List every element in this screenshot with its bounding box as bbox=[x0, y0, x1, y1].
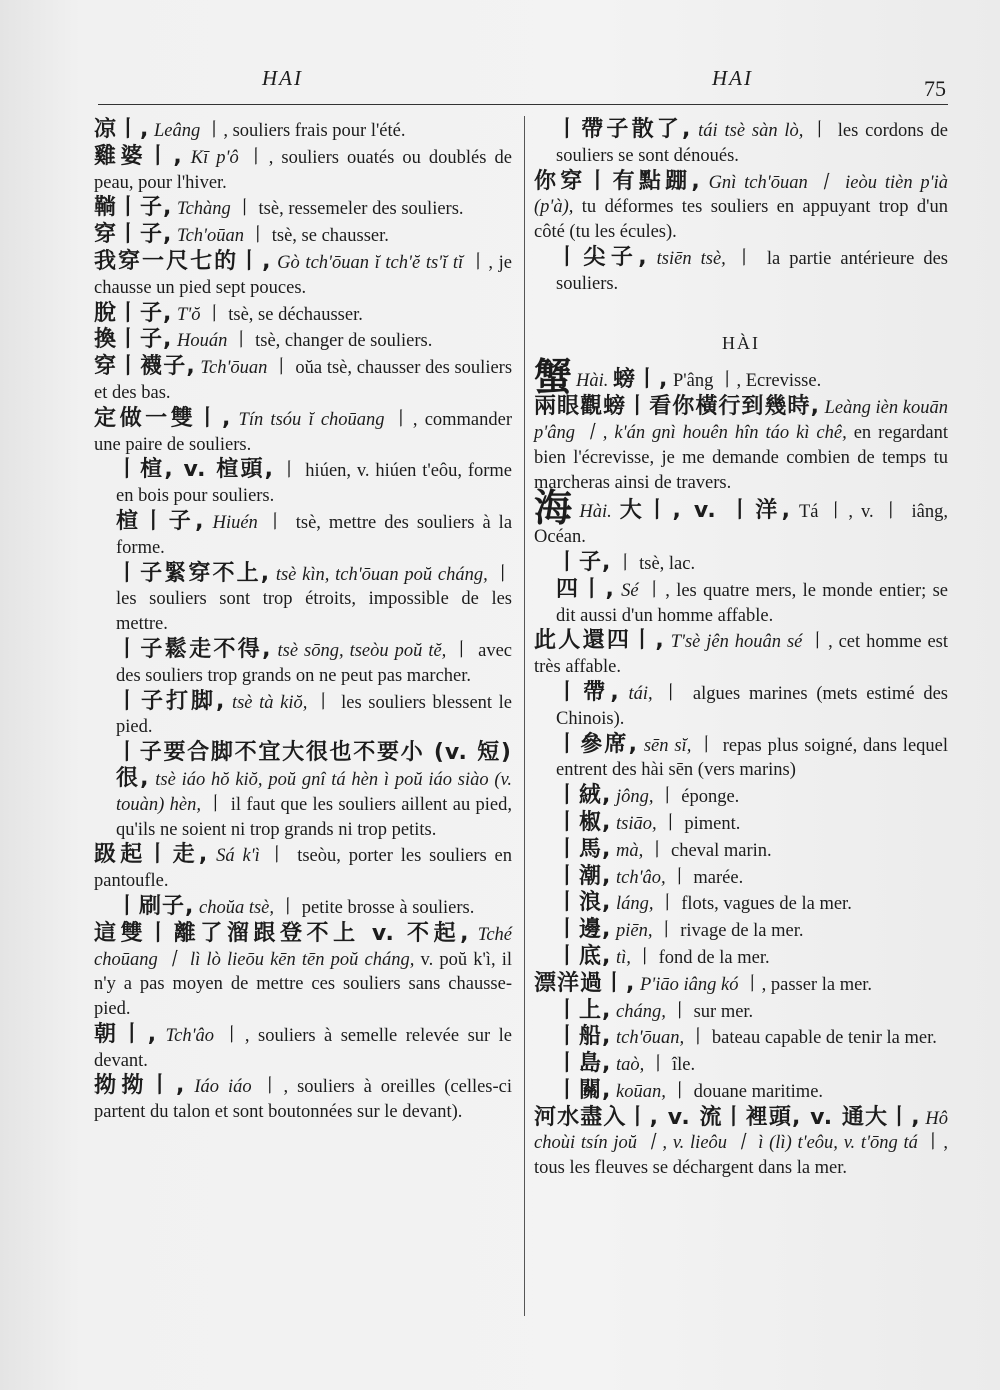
dictionary-entry bbox=[534, 891, 948, 917]
dictionary-entry bbox=[534, 784, 948, 810]
headword: 你穿丨有點𨂃, bbox=[534, 168, 701, 194]
romanization: choŭa tsè, bbox=[198, 897, 274, 918]
romanization: tsè sōng, tseòu poŭ tĕ, bbox=[277, 640, 447, 661]
translation: 丨, je chausse un pied sept pouces. bbox=[94, 252, 513, 298]
dictionary-entry bbox=[94, 302, 512, 328]
translation: 丨, souliers à oreilles (celles-ci partent du talon et sont boutonnées sur le devant). bbox=[94, 1077, 513, 1123]
dictionary-entry bbox=[94, 741, 512, 842]
translation: 丨 petite brosse à souliers. bbox=[278, 897, 475, 918]
romanization: Hô choùi tsín joŭ 丨, v. lieôu 丨 ì (lì) t'eôu, v. t'ōng tá bbox=[534, 1108, 948, 1154]
dictionary-entry bbox=[94, 690, 512, 741]
column-divider bbox=[524, 116, 525, 1316]
translation: 丨, souliers ouatés ou doublés de peau, pour l'hiver. bbox=[94, 147, 512, 193]
headword: 河水盡入丨, v. 流丨裡頭, v. 通大丨, bbox=[534, 1104, 921, 1130]
headword: 楦丨子, bbox=[116, 508, 205, 534]
translation: tu déformes tes souliers en appuyant trop d'un côté (tu les écules). bbox=[534, 197, 948, 243]
headword: 丨底, bbox=[556, 943, 612, 969]
translation: 丨 piment. bbox=[661, 813, 741, 834]
romanization: láng, bbox=[615, 894, 654, 915]
headword: 雞婆丨, bbox=[94, 143, 183, 169]
romanization: piēn, bbox=[615, 921, 653, 942]
headword: 丨帶, bbox=[556, 679, 620, 705]
dictionary-entry bbox=[534, 972, 948, 998]
romanization: Iáo iáo bbox=[194, 1077, 252, 1098]
romanization: Sé bbox=[621, 580, 639, 601]
headword: 丨子鬆走不得, bbox=[116, 636, 272, 662]
romanization: Leâng bbox=[153, 121, 201, 141]
dictionary-entry bbox=[534, 811, 948, 837]
romanization: tch'âo, bbox=[615, 867, 666, 888]
romanization: jông, bbox=[615, 787, 654, 808]
romanization: Hài. bbox=[579, 502, 612, 523]
headword: 丨參席, bbox=[556, 731, 639, 757]
romanization: Houán bbox=[176, 331, 228, 352]
translation: 丨, cet homme est très affable. bbox=[534, 632, 949, 678]
headword: 拗拗丨, bbox=[94, 1073, 186, 1099]
dictionary-entry bbox=[534, 629, 948, 680]
translation: 丨 rivage de la mer. bbox=[657, 921, 804, 942]
dictionary-entry bbox=[94, 1023, 512, 1074]
dictionary-entry bbox=[94, 118, 512, 144]
headword: 兩眼觀螃丨看你橫行到幾時, bbox=[534, 394, 820, 420]
dictionary-entry bbox=[534, 551, 948, 577]
dictionary-entry bbox=[534, 999, 948, 1025]
header-rule bbox=[98, 104, 948, 105]
entry-character: 海 bbox=[534, 486, 576, 531]
headword: 漂洋過丨, bbox=[534, 970, 636, 996]
dictionary-entry bbox=[534, 1052, 948, 1078]
dictionary-entry bbox=[94, 562, 512, 637]
entry-character: 蟹 bbox=[534, 355, 573, 400]
translation: 丨 les souliers sont trop étroits, impossible de les mettre. bbox=[116, 564, 513, 635]
headword: 丨潮, bbox=[556, 863, 612, 889]
headword: 定做一雙丨, bbox=[94, 405, 232, 431]
headword: 丨椒, bbox=[556, 809, 612, 835]
running-head-right: HAI bbox=[712, 66, 753, 90]
dictionary-entry bbox=[94, 196, 512, 222]
romanization: tsè kìn, tch'ōuan poŭ cháng, bbox=[275, 564, 488, 585]
dictionary-entry bbox=[534, 1106, 948, 1181]
dictionary-entry bbox=[534, 681, 948, 732]
romanization: Sá k'ì bbox=[216, 846, 260, 867]
headword: 丨上, bbox=[556, 997, 612, 1023]
right-column bbox=[534, 118, 948, 1182]
dictionary-entry bbox=[94, 1074, 512, 1125]
romanization: Tín tsóu ĭ choūang bbox=[238, 409, 385, 430]
translation: 丨 île. bbox=[648, 1055, 696, 1076]
dictionary-entry bbox=[534, 118, 948, 169]
running-head-left: HAI bbox=[262, 66, 303, 90]
dictionary-entry bbox=[94, 223, 512, 249]
translation: 丨 il faut que les souliers aillent au pied, qu'ils ne soient ni trop grands ni trop petits. bbox=[116, 794, 513, 840]
dictionary-entry bbox=[94, 510, 512, 561]
romanization: Hiuén bbox=[212, 512, 258, 533]
translation: 丨 tsè, changer de souliers. bbox=[231, 331, 433, 352]
romanization: Tch'âo bbox=[165, 1025, 215, 1046]
translation: v. poŭ k'ì, il n'y a pas moyen de mettre ces souliers sans chausse-pied. bbox=[94, 949, 512, 1020]
translation: 丨 hiúen, v. hiúen t'eôu, forme en bois pour souliers. bbox=[116, 461, 513, 507]
translation: 丨 fond de la mer. bbox=[635, 947, 770, 968]
romanization: koūan, bbox=[615, 1081, 666, 1102]
romanization: Gò tch'ōuan ĭ tch'ĕ ts'ĭ tĭ bbox=[277, 252, 464, 273]
section-heading: HÀI bbox=[722, 332, 760, 353]
dictionary-entry bbox=[534, 486, 948, 550]
translation: 丨, tous les fleuves se déchargent dans la mer. bbox=[534, 1133, 948, 1179]
translation: 丨 cheval marin. bbox=[647, 840, 772, 861]
dictionary-entry bbox=[534, 865, 948, 891]
dictionary-entry bbox=[534, 578, 948, 629]
headword: 丨關, bbox=[556, 1077, 612, 1103]
headword: 丨船, bbox=[556, 1024, 612, 1050]
dictionary-entry bbox=[534, 733, 948, 784]
romanization: P'iāo iâng kó bbox=[639, 974, 739, 995]
dictionary-entry bbox=[534, 1025, 948, 1051]
translation: 丨, les quatre mers, le monde entier; se dit aussi d'un homme affable. bbox=[556, 580, 949, 626]
translation: 丨 tsè, se chausser. bbox=[248, 226, 389, 247]
headword: 穿丨子, bbox=[94, 222, 173, 248]
headword: 丨浪, bbox=[556, 890, 612, 916]
romanization: tì, bbox=[615, 947, 631, 968]
translation: 丨, passer la mer. bbox=[743, 974, 873, 995]
dictionary-entry bbox=[94, 895, 512, 921]
dictionary-entry bbox=[94, 145, 512, 196]
dictionary-entry bbox=[94, 638, 512, 689]
translation: 丨 douane maritime. bbox=[670, 1081, 824, 1102]
translation: 丨 tsè, se déchausser. bbox=[205, 304, 363, 325]
romanization: Gnì tch'ōuan 丨 ieòu tièn p'ià (p'à), bbox=[534, 172, 949, 218]
romanization: Tché choūang 丨 lì lò lieōu kēn tēn poŭ cháng, bbox=[94, 924, 512, 970]
dictionary-entry bbox=[94, 250, 512, 301]
headword: 大丨, v. 丨洋, bbox=[619, 498, 791, 524]
headword: 丨子緊穿不上, bbox=[116, 560, 271, 586]
left-column bbox=[94, 118, 512, 1126]
romanization: Tchàng bbox=[176, 199, 231, 220]
headword: 丨帶子散了, bbox=[556, 117, 692, 142]
headword: 丨子打脚, bbox=[116, 688, 226, 714]
dictionary-entry bbox=[534, 170, 948, 245]
headword: 換丨子, bbox=[94, 327, 173, 353]
dictionary-entry bbox=[534, 246, 948, 297]
headword: 丨子要合脚不宜大很也不要小 (v. 短) 很, bbox=[116, 740, 512, 791]
headword: 凉丨, bbox=[94, 117, 150, 142]
translation: 丨, souliers à semelle relevée sur le devant. bbox=[94, 1025, 513, 1071]
headword: 這雙丨離了溜跟登不上 v. 不起, bbox=[94, 920, 470, 946]
translation: 丨 marée. bbox=[670, 867, 744, 888]
headword: 朝丨, bbox=[94, 1021, 158, 1047]
romanization: sēn sĭ, bbox=[643, 735, 692, 756]
page-number: 75 bbox=[924, 76, 946, 101]
headword: 螃丨, bbox=[613, 367, 669, 393]
romanization: Hài. bbox=[576, 371, 609, 392]
headword: 鞝丨子, bbox=[94, 195, 173, 221]
dictionary-entry bbox=[94, 355, 512, 406]
translation: 丨 éponge. bbox=[658, 787, 740, 808]
romanization: cháng, bbox=[615, 1001, 666, 1022]
translation: P'âng 丨, Ecrevisse. bbox=[673, 371, 822, 392]
romanization: tch'ōuan, bbox=[615, 1028, 685, 1049]
romanization: tái tsè sàn lò, bbox=[698, 121, 804, 141]
dictionary-entry bbox=[94, 328, 512, 354]
romanization: mà, bbox=[615, 840, 644, 861]
translation: 丨 tseòu, porter les souliers en pantoufle. bbox=[94, 846, 513, 892]
headword: 丨刷子, bbox=[116, 893, 195, 919]
translation: 丨 algues marines (mets estimé des Chinois). bbox=[556, 683, 948, 729]
romanization: Leàng ièn kouān p'âng 丨, k'án gnì houên hîn táo kì chê, bbox=[534, 398, 948, 443]
romanization: tái, bbox=[628, 683, 653, 704]
headword: 脫丨子, bbox=[94, 300, 173, 326]
romanization: tsiēn tsè, bbox=[656, 248, 726, 269]
translation: 丨 repas plus soigné, dans lequel entrent des hài sēn (vers marins) bbox=[556, 735, 949, 781]
translation: 丨 tsè, mettre des souliers à la forme. bbox=[116, 512, 513, 558]
dictionary-entry bbox=[94, 922, 512, 1022]
headword: 丨絨, bbox=[556, 783, 612, 809]
dictionary-entry bbox=[534, 1079, 948, 1105]
romanization: T'ŏ bbox=[176, 304, 201, 325]
dictionary-entry bbox=[94, 843, 512, 894]
translation: 丨 tsè, ressemeler des souliers. bbox=[235, 199, 464, 220]
translation: 丨 flots, vagues de la mer. bbox=[658, 894, 852, 915]
headword: 丨邊, bbox=[556, 917, 612, 943]
romanization: Tch'oūan bbox=[176, 226, 244, 247]
romanization: Tch'ōuan bbox=[200, 358, 268, 379]
headword: 丨馬, bbox=[556, 836, 612, 862]
translation: 丨 tsè, lac. bbox=[615, 553, 696, 574]
romanization: Kī p'ô bbox=[190, 147, 239, 168]
headword: 此人還四丨, bbox=[534, 628, 665, 654]
headword: 丨子, bbox=[556, 549, 612, 575]
translation: 丨, commander une paire de souliers. bbox=[94, 409, 513, 455]
translation: 丨 les souliers blessent le pied. bbox=[116, 692, 513, 738]
romanization: T'sè jên houân sé bbox=[670, 632, 803, 653]
translation: Tá 丨, v. 丨 iâng, Océan. bbox=[534, 502, 948, 548]
translation: 丨, souliers frais pour l'été. bbox=[204, 121, 406, 141]
translation: 丨 les cordons de souliers se sont dénoués. bbox=[556, 121, 949, 166]
translation: en regardant bien l'écrevisse, je me demande combien de temps tu marcheras ainsi de travers. bbox=[534, 422, 949, 493]
headword: 四丨, bbox=[556, 576, 615, 602]
translation: 丨 la partie antérieure des souliers. bbox=[556, 248, 949, 294]
romanization: tsiāo, bbox=[615, 813, 657, 834]
dictionary-entry bbox=[534, 945, 948, 971]
romanization: tsè iáo hŏ kiŏ, poŭ gnî tá hèn ì poŭ iáo siào (v. touàn) hèn, bbox=[116, 769, 513, 815]
dictionary-entry bbox=[94, 458, 512, 509]
romanization: tsè tà kiŏ, bbox=[231, 692, 308, 713]
headword: 丨島, bbox=[556, 1051, 612, 1077]
translation: 丨 bateau capable de tenir la mer. bbox=[688, 1028, 937, 1049]
dictionary-entry bbox=[534, 395, 948, 495]
romanization: taò, bbox=[615, 1055, 645, 1076]
dictionary-entry bbox=[94, 407, 512, 458]
translation: 丨 avec des souliers trop grands on ne peut pas marcher. bbox=[116, 640, 513, 686]
dictionary-entry bbox=[534, 838, 948, 864]
translation: 丨 sur mer. bbox=[670, 1001, 754, 1022]
headword: 丨尖子, bbox=[556, 244, 648, 270]
headword: 穿丨襪子, bbox=[94, 354, 196, 380]
headword: 丨楦, v. 楦頭, bbox=[116, 457, 275, 483]
headword: 我穿一尺七的丨, bbox=[94, 248, 272, 274]
translation: 丨 oŭa tsè, chausser des souliers et des bas. bbox=[94, 358, 513, 403]
dictionary-entry bbox=[534, 355, 948, 400]
headword: 趿起丨走, bbox=[94, 842, 209, 868]
dictionary-entry bbox=[534, 918, 948, 944]
